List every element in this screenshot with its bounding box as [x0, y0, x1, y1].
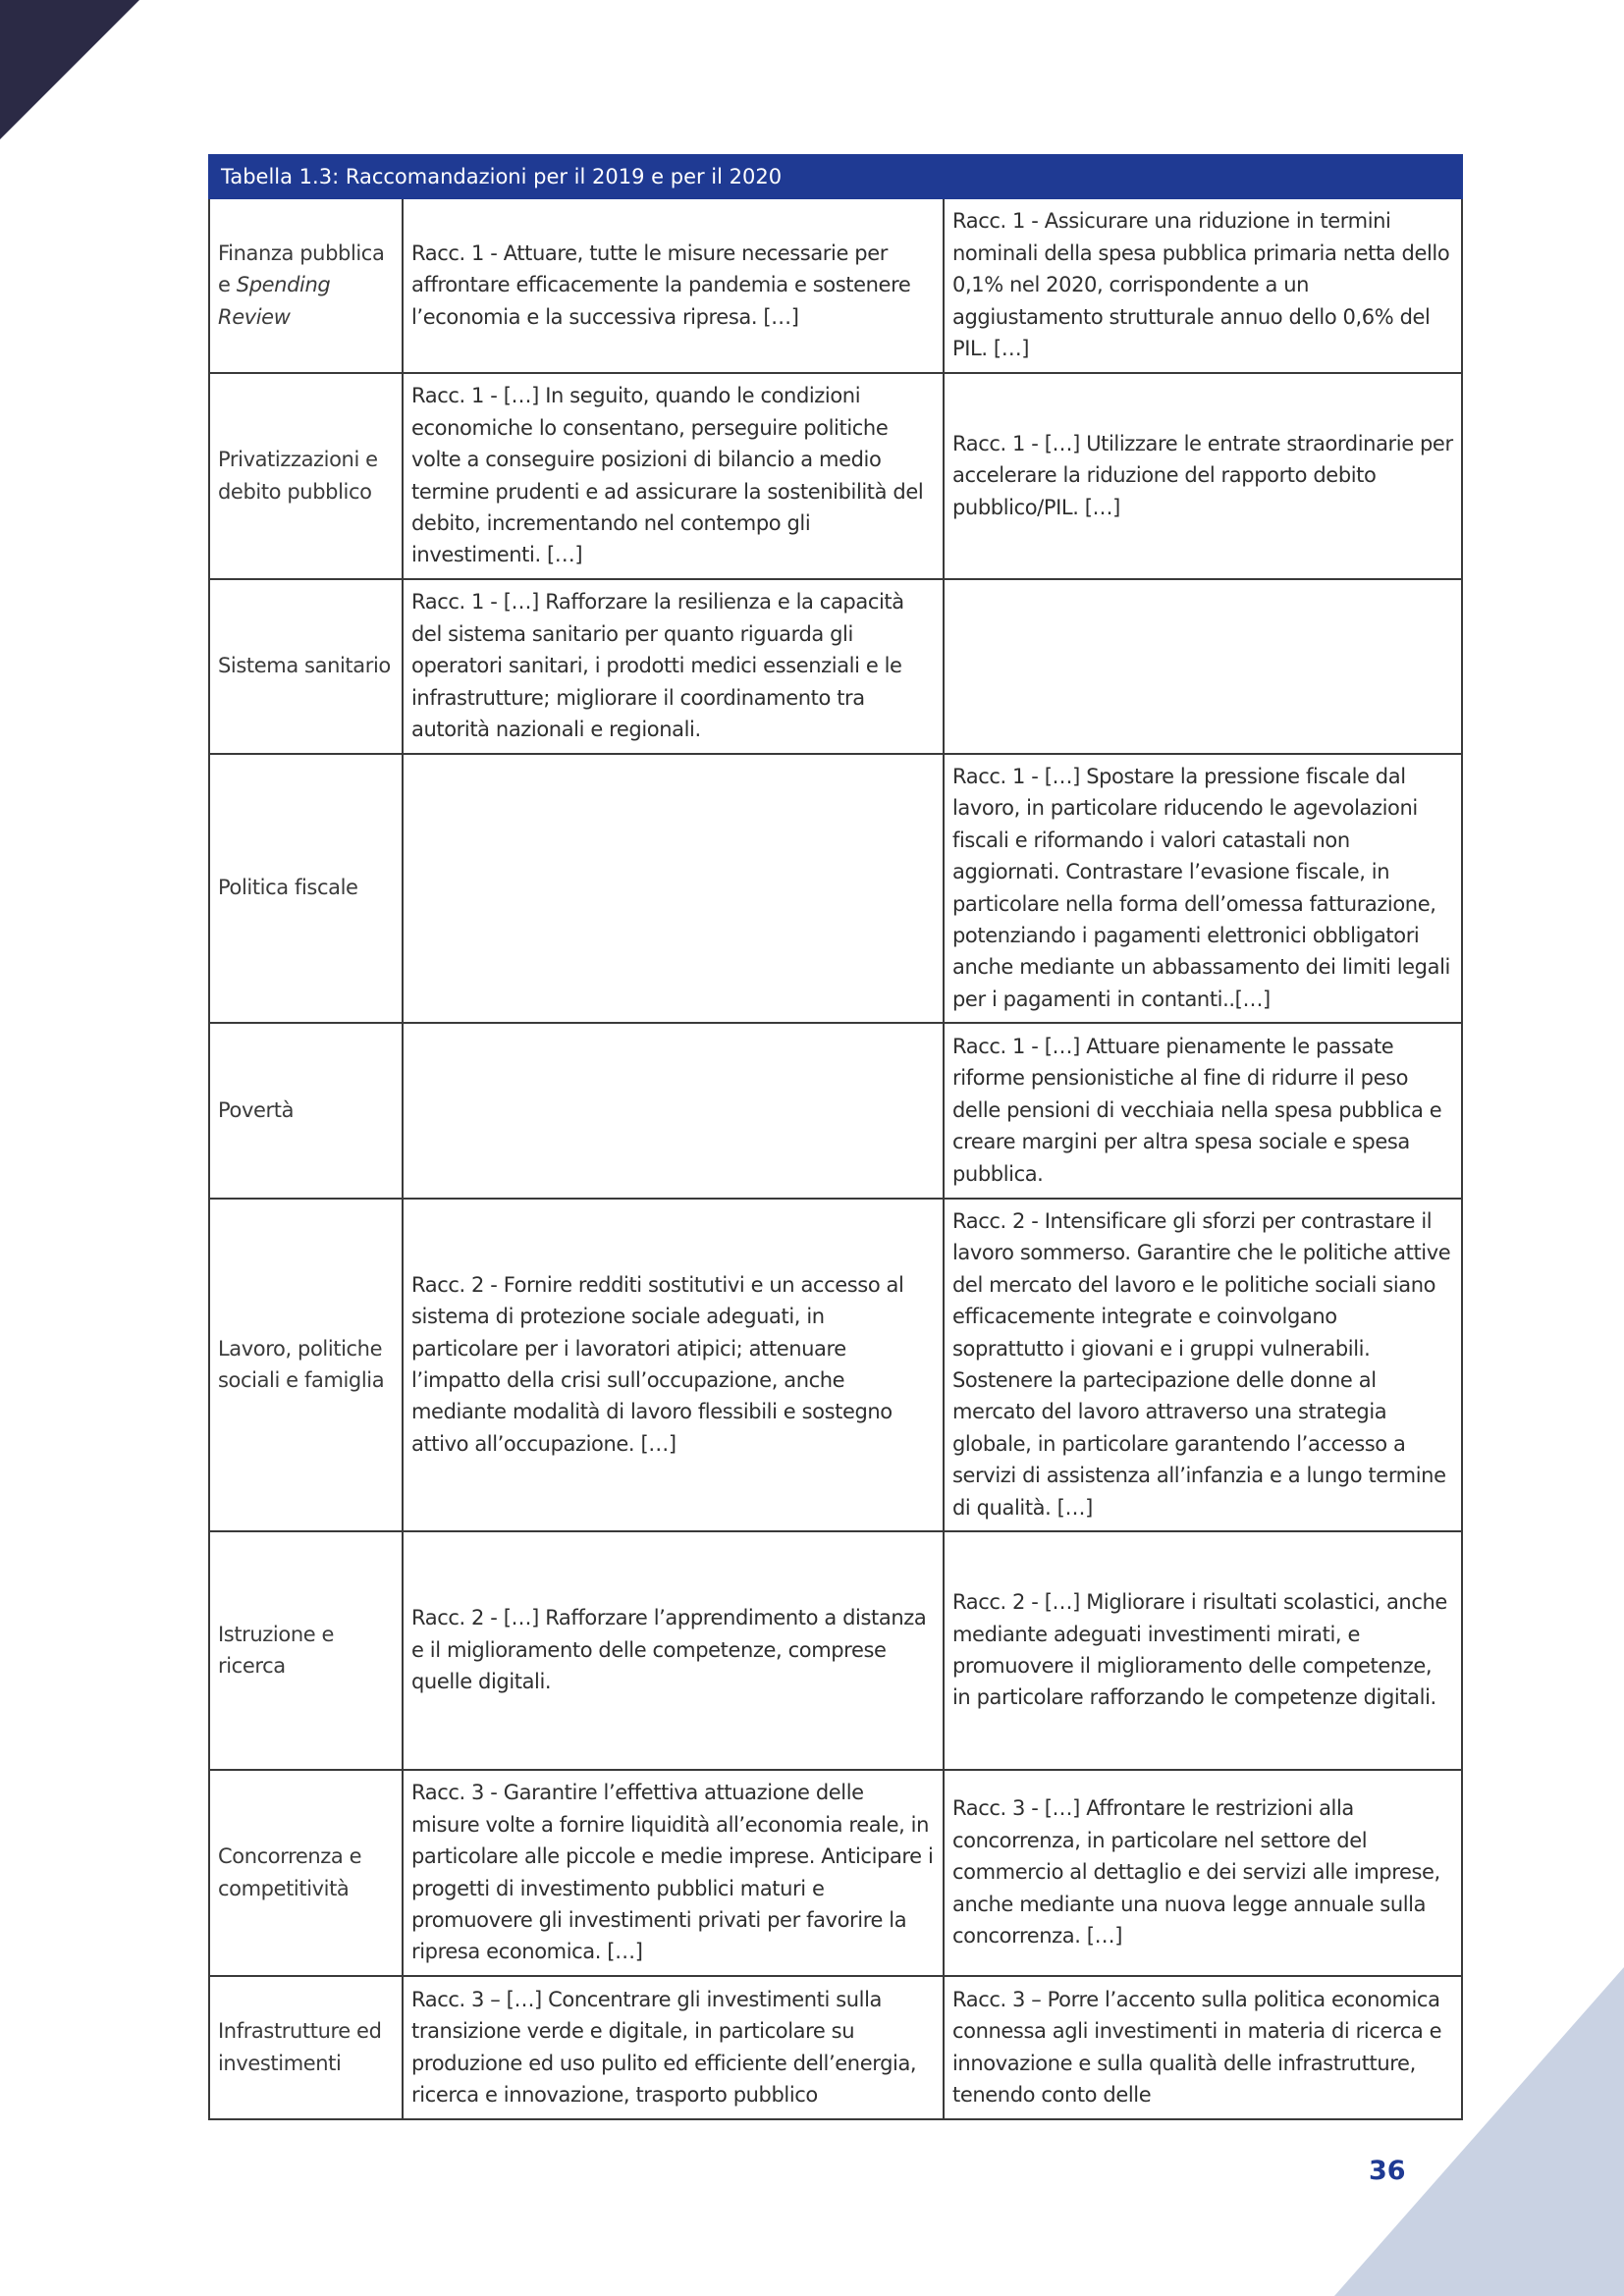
- table-row: [209, 754, 1462, 1023]
- recommendation-2019: Racc. 3 - Garantire l’effettiva attuazione delle misure volte a fornire liquidità all’economia reale, in particolare alle piccole e medie imprese. Anticipare i progetti di investimento pubblici maturi e promuovere gli investimenti privati per favorire la ripresa economica. […]: [403, 1770, 944, 1976]
- recommendation-2020: Racc. 1 - […] Utilizzare le entrate straordinarie per accelerare la riduzione del rapporto debito pubblico/PIL. […]: [944, 373, 1462, 579]
- row-label: Infrastrutture ed investimenti: [209, 1976, 403, 2119]
- row-label: Sistema sanitario: [209, 579, 403, 754]
- recommendation-2020: Racc. 2 - […] Migliorare i risultati scolastici, anche mediante adeguati investimenti mirati, e promuovere il miglioramento delle competenze, in particolare rafforzando le competenze digitali.: [944, 1531, 1462, 1770]
- recommendation-2020: [944, 579, 1462, 754]
- table-row: [209, 579, 1462, 754]
- table-row: [209, 1770, 1462, 1976]
- row-label: Politica fiscale: [209, 754, 403, 1023]
- row-label: Istruzione e ricerca: [209, 1531, 403, 1770]
- table-row: [209, 1976, 1462, 2119]
- recommendation-2020: Racc. 1 - Assicurare una riduzione in termini nominali della spesa pubblica primaria netta dello 0,1% nel 2020, corrispondente a un aggiustamento strutturale annuo dello 0,6% del PIL. […]: [944, 198, 1462, 373]
- row-label: Privatizzazioni e debito pubblico: [209, 373, 403, 579]
- recommendation-2019: [403, 1023, 944, 1199]
- table-row: [209, 1023, 1462, 1199]
- recommendation-2020: Racc. 3 - […] Affrontare le restrizioni alla concorrenza, in particolare nel settore del commercio al dettaglio e dei servizi alle imprese, anche mediante una nuova legge annuale sulla concorrenza. […]: [944, 1770, 1462, 1976]
- recommendation-2020: Racc. 1 - […] Spostare la pressione fiscale dal lavoro, in particolare riducendo le agevolazioni fiscali e riformando i valori catastali non aggiornati. Contrastare l’evasione fiscale, in particolare nella forma dell’omessa fatturazione, potenziando i pagamenti elettronici obbligatori anche mediante un abbassamento dei limiti legali per i pagamenti in contanti..[…]: [944, 754, 1462, 1023]
- table-caption-row: [209, 155, 1462, 198]
- recommendation-2020: Racc. 3 – Porre l’accento sulla politica economica connessa agli investimenti in materia di ricerca e innovazione e sulla qualità delle infrastrutture, tenendo conto delle: [944, 1976, 1462, 2119]
- recommendation-2020: Racc. 2 - Intensificare gli sforzi per contrastare il lavoro sommerso. Garantire che le politiche attive del mercato del lavoro e le politiche sociali siano efficacemente integrate e coinvolgano soprattutto i giovani e i gruppi vulnerabili. Sostenere la partecipazione delle donne al mercato del lavoro attraverso una strategia globale, in particolare garantendo l’accesso a servizi di assistenza all’infanzia e a lungo termine di qualità. […]: [944, 1199, 1462, 1531]
- recommendations-table: [208, 154, 1463, 2120]
- table-row: [209, 1531, 1462, 1770]
- recommendation-2019: Racc. 1 - Attuare, tutte le misure necessarie per affrontare efficacemente la pandemia e sostenere l’economia e la successiva ripresa. […]: [403, 198, 944, 373]
- table-row: [209, 198, 1462, 373]
- row-label: Lavoro, politiche sociali e famiglia: [209, 1199, 403, 1531]
- row-label: Concorrenza e competitività: [209, 1770, 403, 1976]
- recommendation-2019: Racc. 2 - Fornire redditi sostitutivi e un accesso al sistema di protezione sociale adeguati, in particolare per i lavoratori atipici; attenuare l’impatto della crisi sull’occupazione, anche mediante modalità di lavoro flessibili e sostegno attivo all’occupazione. […]: [403, 1199, 944, 1531]
- recommendation-2019: Racc. 2 - […] Rafforzare l’apprendimento a distanza e il miglioramento delle competenze, comprese quelle digitali.: [403, 1531, 944, 1770]
- row-label: Povertà: [209, 1023, 403, 1199]
- corner-decoration-top-left: [0, 0, 139, 139]
- recommendation-2020: Racc. 1 - […] Attuare pienamente le passate riforme pensionistiche al fine di ridurre il peso delle pensioni di vecchiaia nella spesa pubblica e creare margini per altra spesa sociale e spesa pubblica.: [944, 1023, 1462, 1199]
- row-label: Finanza pubblica e Spending Review: [209, 198, 403, 373]
- table-row: [209, 373, 1462, 579]
- row-label-italic: Spending Review: [218, 273, 331, 329]
- recommendation-2019: Racc. 3 – […] Concentrare gli investimenti sulla transizione verde e digitale, in particolare su produzione ed uso pulito ed efficiente dell’energia, ricerca e innovazione, trasporto pubblico: [403, 1976, 944, 2119]
- page-number: 36: [1369, 2156, 1406, 2186]
- table-caption: Tabella 1.3: Raccomandazioni per il 2019 e per il 2020: [209, 155, 1462, 198]
- recommendation-2019: Racc. 1 - […] In seguito, quando le condizioni economiche lo consentano, perseguire politiche volte a conseguire posizioni di bilancio a medio termine prudenti e ad assicurare la sostenibilità del debito, incrementando nel contempo gli investimenti. […]: [403, 373, 944, 579]
- recommendation-2019: [403, 754, 944, 1023]
- table-row: [209, 1199, 1462, 1531]
- recommendation-2019: Racc. 1 - […] Rafforzare la resilienza e la capacità del sistema sanitario per quanto riguarda gli operatori sanitari, i prodotti medici essenziali e le infrastrutture; migliorare il coordinamento tra autorità nazionali e regionali.: [403, 579, 944, 754]
